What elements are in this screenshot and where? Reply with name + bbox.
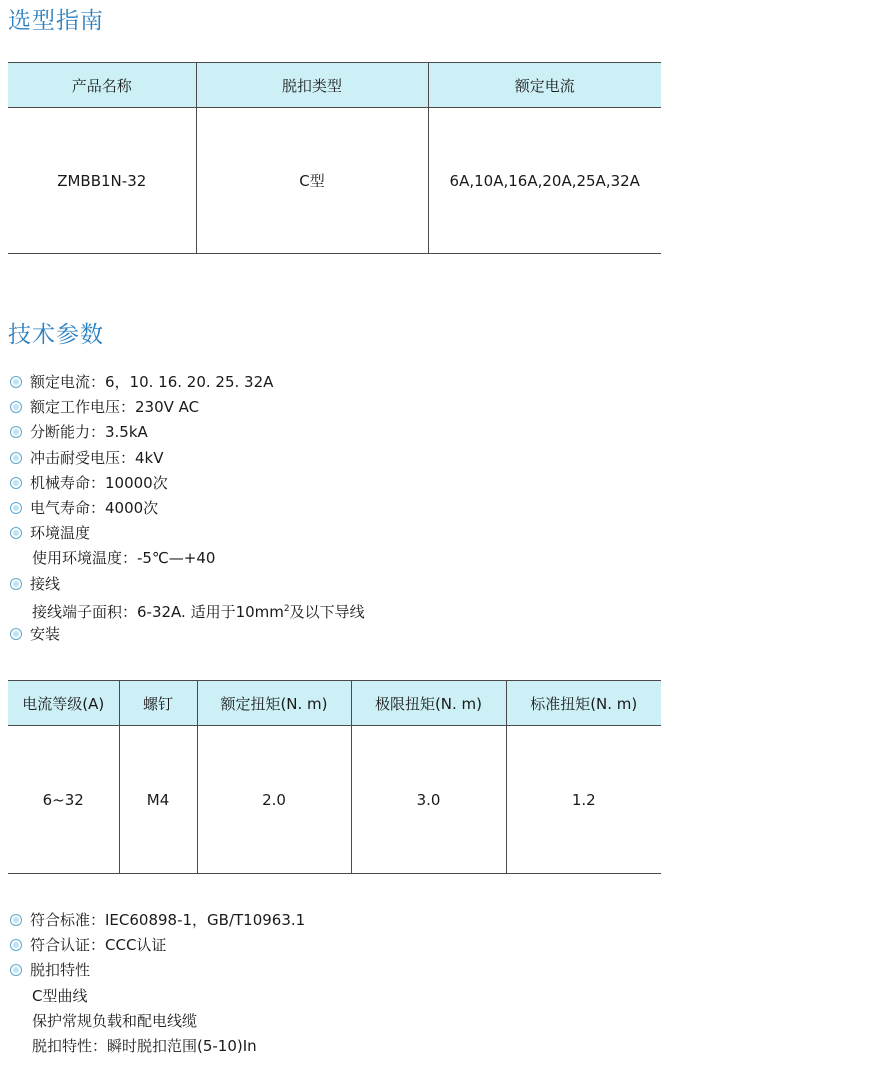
cell-rated-torque: 2.0 (197, 726, 351, 874)
circle-bullet-icon (10, 376, 22, 388)
header-screw: 螺钉 (119, 681, 197, 726)
cell-screw: M4 (119, 726, 197, 874)
table-row (8, 726, 661, 874)
list-item: 接线 (10, 572, 365, 597)
ambient-temp-detail: 使用环境温度：-5℃—+40 (32, 549, 216, 568)
cell-limit-torque: 3.0 (351, 726, 506, 874)
circle-bullet-icon (10, 477, 22, 489)
list-item: 电气寿命：4000次 (10, 496, 365, 521)
circle-bullet-icon (10, 628, 22, 640)
cell-trip-type: C型 (196, 108, 428, 254)
circle-bullet-icon (10, 452, 22, 464)
circle-bullet-icon (10, 426, 22, 438)
header-limit-torque: 极限扭矩(N. m) (351, 681, 506, 726)
tech-params-list (10, 370, 365, 647)
circle-bullet-icon (10, 914, 22, 926)
list-item: 符合标准：IEC60898-1，GB/T10963.1 (10, 908, 305, 933)
list-item: 脱扣特性 (10, 958, 305, 983)
wiring-detail: 接线端子面积：6-32A. 适用于$10mm^2$及以下导线 (32, 602, 365, 621)
header-product-name: 产品名称 (8, 63, 196, 108)
selection-guide-title: 选型指南 (8, 8, 104, 34)
selection-header-row (8, 63, 661, 108)
circle-bullet-icon (10, 527, 22, 539)
trip-curve-detail: C型曲线 (32, 986, 88, 1005)
list-item: 冲击耐受电压：4kV (10, 446, 365, 471)
selection-table (8, 62, 661, 254)
header-standard-torque: 标准扭矩(N. m) (506, 681, 661, 726)
cell-product-name: ZMBB1N-32 (8, 108, 196, 254)
trip-range-detail: 脱扣特性：瞬时脱扣范围(5-10)In (32, 1036, 257, 1055)
list-item: 额定工作电压：230V AC (10, 395, 365, 420)
list-item: 分断能力：3.5kA (10, 420, 365, 445)
circle-bullet-icon (10, 578, 22, 590)
header-rated-torque: 额定扭矩(N. m) (197, 681, 351, 726)
circle-bullet-icon (10, 939, 22, 951)
header-trip-type: 脱扣类型 (196, 63, 428, 108)
standards-list (10, 908, 305, 1059)
torque-table (8, 680, 661, 874)
circle-bullet-icon (10, 502, 22, 514)
cell-current-grade: 6~32 (8, 726, 119, 874)
cell-rated-current: 6A,10A,16A,20A,25A,32A (428, 108, 661, 254)
table-row (8, 108, 661, 254)
list-item: 符合认证：CCC认证 (10, 933, 305, 958)
circle-bullet-icon (10, 964, 22, 976)
cell-standard-torque: 1.2 (506, 726, 661, 874)
list-item: 机械寿命：10000次 (10, 471, 365, 496)
list-item: 环境温度 (10, 521, 365, 546)
protection-detail: 保护常规负载和配电线缆 (32, 1011, 198, 1030)
circle-bullet-icon (10, 401, 22, 413)
list-item: 安装 (10, 622, 365, 647)
header-rated-current: 额定电流 (428, 63, 661, 108)
tech-params-title: 技术参数 (8, 322, 104, 348)
list-item: 额定电流：6，10. 16. 20. 25. 32A (10, 370, 365, 395)
torque-header-row (8, 681, 661, 726)
header-current-grade: 电流等级(A) (8, 681, 119, 726)
